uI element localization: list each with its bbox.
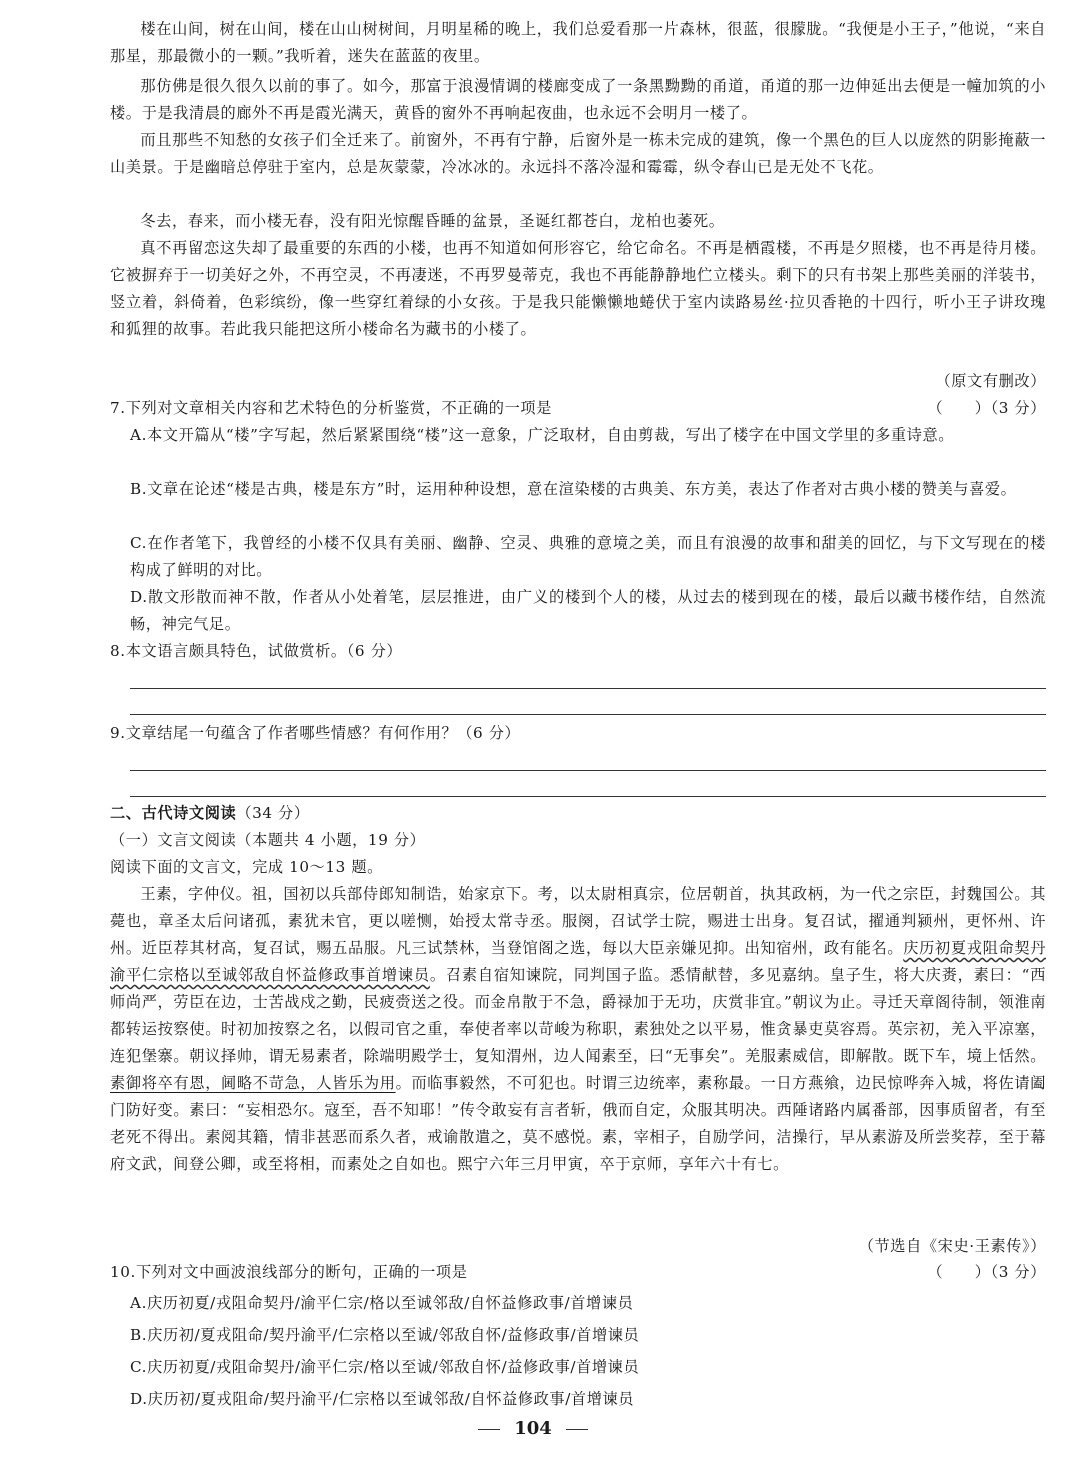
answer-line[interactable] (130, 688, 1046, 689)
question-8 (110, 638, 1046, 665)
answer-line[interactable] (130, 796, 1046, 797)
section-2-score: （34 分） (236, 804, 310, 822)
question-10-score: （ ）（3 分） (927, 1263, 1046, 1281)
footer-dash (566, 1429, 588, 1430)
passage-paragraph-3: 而且那些不知愁的女孩子们全迁来了。前窗外，不再有宁静，后窗外是一栋未完成的建筑，像一个黑色的巨人以庞然的阴影掩蔽一山美景。于是幽暗总停驻于室内，总是灰蒙蒙，冷冰冰的。永远抖不落冷湿和霉霉，纵令春山已是无处不飞花。 (110, 131, 1046, 176)
underlined-text: 素御将卒有恩，阃略不苛急，人皆乐为用 (110, 1074, 396, 1092)
question-7-stem: 7.下列对文章相关内容和艺术特色的分析鉴赏，不正确的一项是 (110, 399, 552, 417)
question-10-option-d: D.庆历初/夏戎阻命/契丹渝平/仁宗格以至诚邻敌/自怀益修政事/首增谏员 (130, 1390, 635, 1408)
question-10-stem: 10.下列对文中画波浪线部分的断句，正确的一项是 (110, 1263, 468, 1281)
question-8-stem: 8.本文语言颇具特色，试做赏析。（6 分） (110, 642, 403, 660)
classical-text: 王素，字仲仪。祖，国初以兵部侍郎知制诰，始家京下。考，以太尉相真宗，位居朝首，执其政柄，为一代之宗臣，封魏国公。其薨也，章圣太后问诸孤，素犹未官，更以嗟恻，始授太常寺丞。服阕，召试学士院，赐进士出身。复召试，擢通判颍州，更怀州、许州。近臣荐其材高，复召试，赐五品服。凡三试禁林，当登馆阁之选，每以大臣亲嫌见抑。出知宿州，政有能名。庆历初夏戎阻命契丹渝平仁宗格以至诚邻敌自怀益修政事首增谏员。召素自宿知谏院，同判国子监。悉情献替，多见嘉纳。皇子生，将大庆赉，素曰：“西师尚严，劳臣在边，士苦战戍之勤，民疲赍送之役。而金帛散于不急，爵禄加于无功，庆赏非宜。”朝议为止。寻迁天章阁待制，领淮南都转运按察使。时初加按察之名，以假司官之重，奉使者率以苛峻为称职，素独处之以平易，惟贪暴吏莫容焉。英宗初，羌入平凉塞，连犯堡寨。朝议择帅，谓无易素者，除端明殿学士，复知渭州，边人闻素至，曰“无事矣”。羌服素威信，即解散。既下车，境上恬然。素御将卒有恩，阃略不苛急，人皆乐为用。而临事毅然，不可犯也。时谓三边统率，素称最。一日方燕飨，边民惊哗奔入城，将佐请阖门防好变。素曰：“妄相恐尔。寇至，吾不知耶！”传令敢妄有言者斩，俄而自定，众服其明决。西陲诸路内属番部，因事质留者，有至老死不得出。素阅其籍，情非甚恶而系久者，戒谕散遣之，莫不感悦。素，宰相子，自励学问，洁操行，早从素游及所尝奖荐，至于幕府文武，间登公卿，或至将相，而素处之自如也。熙宁六年三月甲寅，卒于京师，享年六十有七。 (110, 885, 1046, 1173)
section-2-heading (110, 800, 310, 827)
section-2-title: 二、古代诗文阅读 (110, 804, 237, 822)
passage-paragraph-5: 真不再留恋这失却了最重要的东西的小楼，也再不知道如何形容它，给它命名。不再是栖霞楼，不再是夕照楼，也不再是待月楼。它被摒弃于一切美好之外，不再空灵，不再凄迷，不再罗曼蒂克，我也不再能静静地伫立楼头。剩下的只有书架上那些美丽的洋装书，竖立着，斜倚着，色彩缤纷，像一些穿红着绿的小女孩。于是我只能懒懒地蜷伏于室内读路易丝·拉贝香艳的十四行，听小王子讲玫瑰和狐狸的故事。若此我只能把这所小楼命名为藏书的小楼了。 (110, 239, 1046, 338)
passage-paragraph-4: 冬去，春来，而小楼无春，没有阳光惊醒昏睡的盆景，圣诞红都苍白，龙柏也萎死。 (140, 212, 725, 230)
question-10-option-b: B.庆历初/夏戎阻命/契丹渝平/仁宗格以至诚/邻敌自怀/益修政事/首增谏员 (130, 1326, 640, 1344)
wavy-underlined-text: 庆历初夏戎阻命契丹渝平仁宗格以至诚邻敌自怀益修政事首增谏员 (110, 939, 1046, 984)
question-7-option-d: D.散文形散而神不散，作者从小处着笔，层层推进，由广义的楼到个人的楼，从过去的楼到现在的楼，最后以藏书楼作结，自然流畅，神完气足。 (130, 588, 1046, 633)
classical-text-source: （节选自《宋史·王素传》） (858, 1237, 1046, 1255)
answer-line[interactable] (130, 714, 1046, 715)
section-2-subheading: （一）文言文阅读（本题共 4 小题，19 分） (110, 831, 426, 849)
passage-paragraph-1: 楼在山间，树在山间，楼在山山树树间，月明星稀的晚上，我们总爱看那一片森林，很蓝，很朦胧。“我便是小王子，”他说，“来自那星，那最微小的一颗。”我听着，迷失在蓝蓝的夜里。 (110, 20, 1046, 65)
answer-line[interactable] (130, 770, 1046, 771)
question-9 (110, 720, 1046, 747)
question-7-option-c: C.在作者笔下，我曾经的小楼不仅具有美丽、幽静、空灵、典雅的意境之美，而且有浪漫的故事和甜美的回忆，与下文写现在的楼构成了鲜明的对比。 (130, 534, 1046, 579)
footer-dash (478, 1429, 500, 1430)
page-footer (0, 1418, 1066, 1439)
question-9-stem: 9.文章结尾一句蕴含了作者哪些情感？有何作用？（6 分） (110, 724, 521, 742)
passage-paragraph-2: 那仿佛是很久很久以前的事了。如今，那富于浪漫情调的楼廊变成了一条黑黝黝的甬道，甬道的那一边伸延出去便是一幢加筑的小楼。于是我清晨的廊外不再是霞光满天，黄昏的窗外不再响起夜曲，也永远不会明月一楼了。 (110, 77, 1046, 122)
question-7 (110, 395, 1046, 422)
page-number: 104 (514, 1418, 552, 1439)
question-7-option-a: A.本文开篇从“楼”字写起，然后紧紧围绕“楼”这一意象，广泛取材，自由剪裁，写出了楼字在中国文学里的多重诗意。 (130, 426, 955, 444)
passage-source: （原文有删改） (935, 372, 1046, 390)
question-10 (110, 1259, 1046, 1286)
question-7-score: （ ）（3 分） (927, 399, 1046, 417)
question-10-option-a: A.庆历初夏/戎阻命契丹/渝平仁宗/格以至诚邻敌/自怀益修政事/首增谏员 (130, 1294, 634, 1312)
question-10-option-c: C.庆历初夏/戎阻命契丹/渝平仁宗/格以至诚/邻敌自怀/益修政事/首增谏员 (130, 1358, 640, 1376)
question-7-option-b: B.文章在论述“楼是古典，楼是东方”时，运用种种设想，意在渲染楼的古典美、东方美，表达了作者对古典小楼的赞美与喜爱。 (130, 480, 1017, 498)
section-2-instruction: 阅读下面的文言文，完成 10～13 题。 (110, 858, 383, 876)
